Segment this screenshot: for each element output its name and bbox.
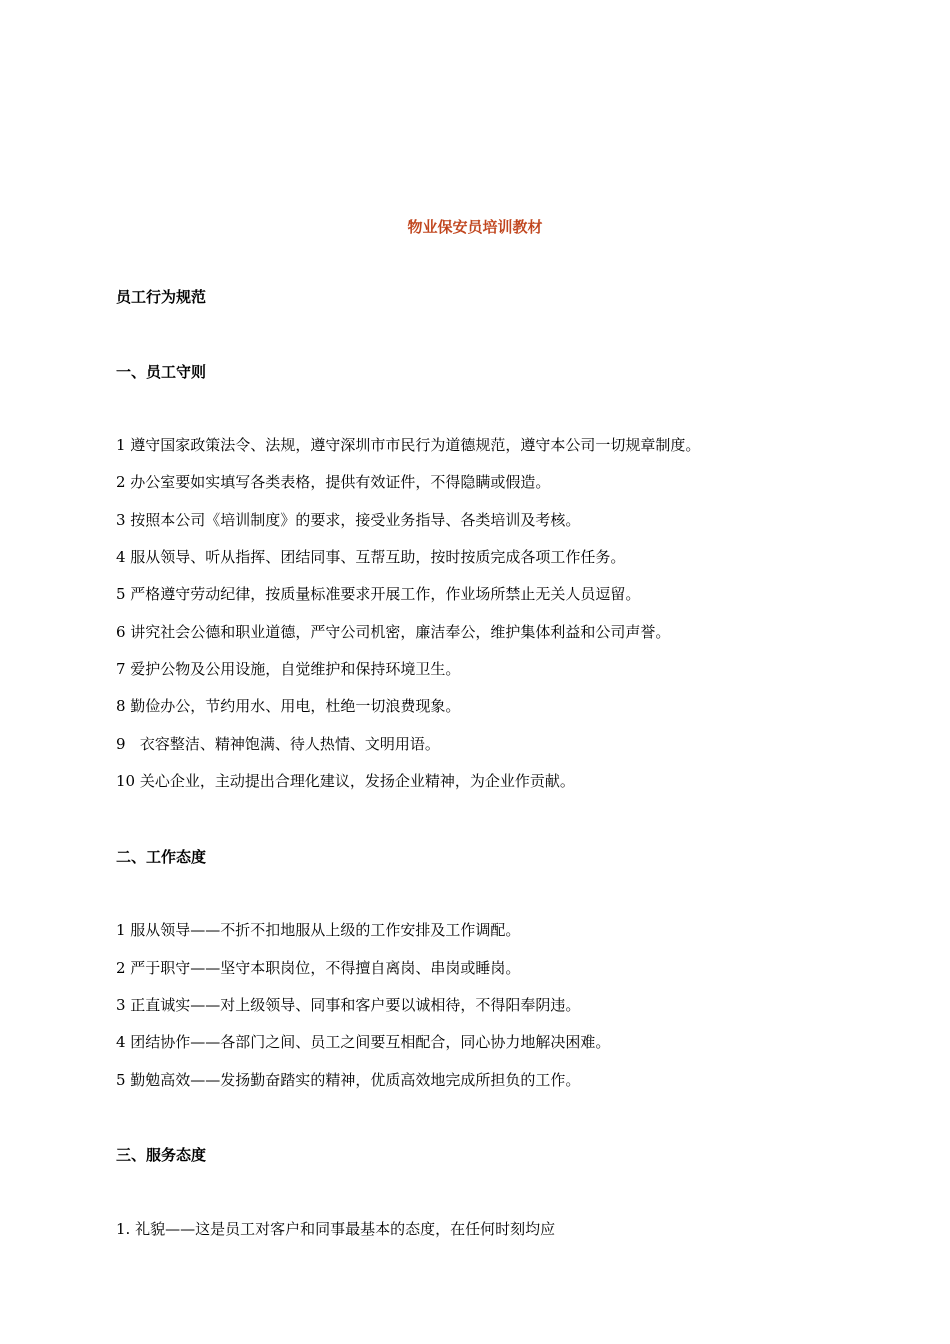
attitude-item: 4 团结协作——各部门之间、员工之间要互相配合，同心协力地解决困难。	[116, 1033, 611, 1051]
heading-service-attitude: 三、服务态度	[116, 1146, 207, 1164]
rule-item: 4 服从领导、听从指挥、团结同事、互帮互助，按时按质完成各项工作任务。	[116, 548, 626, 566]
attitude-item: 2 严于职守——坚守本职岗位，不得擅自离岗、串岗或睡岗。	[116, 959, 521, 977]
rule-item: 3 按照本公司《培训制度》的要求，接受业务指导、各类培训及考核。	[116, 511, 581, 529]
rule-item: 8 勤俭办公，节约用水、用电，杜绝一切浪费现象。	[116, 697, 461, 715]
rule-item: 10 关心企业，主动提出合理化建议，发扬企业精神，为企业作贡献。	[116, 772, 575, 790]
attitude-item: 1 服从领导——不折不扣地服从上级的工作安排及工作调配。	[116, 921, 521, 939]
service-item: 1. 礼貌——这是员工对客户和同事最基本的态度，在任何时刻均应	[116, 1220, 556, 1238]
rule-item: 6 讲究社会公德和职业道德，严守公司机密，廉洁奉公，维护集体利益和公司声誉。	[116, 623, 671, 641]
rule-item: 9 衣容整洁、精神饱满、待人热情、文明用语。	[116, 735, 440, 753]
heading-work-attitude: 二、工作态度	[116, 848, 207, 866]
attitude-item: 3 正直诚实——对上级领导、同事和客户要以诚相待，不得阳奉阴违。	[116, 996, 581, 1014]
document-title: 物业保安员培训教材	[407, 218, 543, 236]
rule-item: 7 爱护公物及公用设施，自觉维护和保持环境卫生。	[116, 660, 461, 678]
rule-item: 2 办公室要如实填写各类表格，提供有效证件，不得隐瞒或假造。	[116, 473, 551, 491]
rule-item: 1 遵守国家政策法令、法规，遵守深圳市市民行为道德规范，遵守本公司一切规章制度。	[116, 436, 701, 454]
section-title: 员工行为规范	[116, 288, 207, 306]
heading-employee-rules: 一、员工守则	[116, 363, 207, 381]
attitude-item: 5 勤勉高效——发扬勤奋踏实的精神，优质高效地完成所担负的工作。	[116, 1071, 581, 1089]
rule-item: 5 严格遵守劳动纪律，按质量标准要求开展工作，作业场所禁止无关人员逗留。	[116, 585, 641, 603]
